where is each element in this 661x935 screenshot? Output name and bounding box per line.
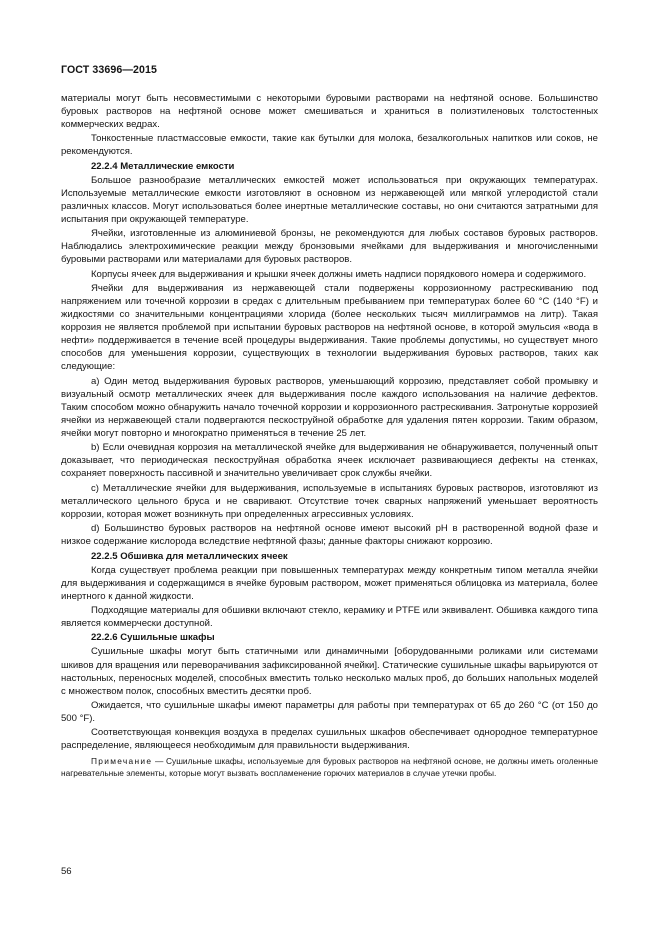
note-label: Примечание bbox=[91, 756, 153, 767]
list-item-c: c) Металлические ячейки для выдерживания, используемые в испытаниях буровых растворов, изготовляют из металлического цельного бруса и не сваривают. Отсутствие точек сварных напряжений уменьшает вероятность коррозии, которая может возникнуть при определенных агрессивных условиях. bbox=[61, 482, 598, 520]
paragraph: Корпусы ячеек для выдерживания и крышки ячеек должны иметь надписи порядкового номера и содержимого. bbox=[91, 268, 587, 280]
paragraph: Когда существует проблема реакции при повышенных температурах между конкретным типом металла ячейки для выдерживания и содержащимся в ячейке буровым раствором, может применяться облицовка из материала, более инертного к данной жидкости. bbox=[61, 564, 598, 602]
paragraph: Сушильные шкафы могут быть статичными или динамичными [оборудованными роликами или системами шкивов для вращения или переворачивания зафиксированной ячейки]. Статические сушильные шкафы варьируются от настольных, переносных моделей, способных вместить только несколько малых проб, до больших напольных моделей с множеством полок, способных вместить десятки проб. bbox=[61, 646, 598, 697]
paragraph: Подходящие материалы для обшивки включают стекло, керамику и PTFE или эквивалент. Обшивка каждого типа является коммерчески доступной. bbox=[61, 605, 598, 630]
document-body bbox=[61, 92, 598, 781]
note bbox=[61, 756, 598, 779]
list-item-b: b) Если очевидная коррозия на металлической ячейке для выдерживания не обнаруживается, полученный опыт доказывает, что периодическая пескоструйная обработка ячеек исключает развивающиеся дефекты на стенках, сохраняет поверхность пассивной и значительно увеличивает срок службы ячейки. bbox=[61, 442, 598, 480]
paragraph: Ожидается, что сушильные шкафы имеют параметры для работы при температурах от 65 до 260 °C (от 150 до 500 °F). bbox=[61, 699, 598, 725]
list-item-d: d) Большинство буровых растворов на нефтяной основе имеют высокий pH в растворенной водной фазе и низкое содержание кислорода вследствие нефтяной фазы; данные факторы снижают коррозию. bbox=[61, 523, 598, 548]
section-heading-22-2-5: 22.2.5 Обшивка для металлических ячеек bbox=[91, 550, 288, 562]
paragraph: Тонкостенные пластмассовые емкости, такие как бутылки для молока, безалкогольных напитков или соков, не рекомендуются. bbox=[61, 133, 598, 158]
paragraph: материалы могут быть несовместимыми с некоторыми буровыми растворами на нефтяной основе. Большинство буровых растворов на нефтяной основе может смешиваться и храниться в полиэтиленовых толстостенных коммерческих ведрах. bbox=[61, 93, 598, 131]
paragraph: Соответствующая конвекция воздуха в пределах сушильных шкафов обеспечивает однородное температурное распределение, являющееся необходимым для правильности выдерживания. bbox=[61, 727, 598, 752]
document-header: ГОСТ 33696—2015 bbox=[61, 64, 158, 76]
paragraph: Ячейки, изготовленные из алюминиевой бронзы, не рекомендуются для любых составов буровых растворов. Наблюдались электрохимические реакции между бронзовыми ячейками для выдерживания и многочисленными буровыми растворами или материалами для буровых растворов. bbox=[61, 228, 598, 266]
page-number: 56 bbox=[61, 866, 72, 877]
note-text: Сушильные шкафы, используемые для буровых растворов на нефтяной основе, не должны иметь оголенные нагревательные элементы, которые могут вызвать воспламенение горючих материалов в случае утечки пробы. bbox=[61, 756, 598, 779]
paragraph: Большое разнообразие металлических емкостей может использоваться при окружающих температурах. Используемые металлические емкости изготовляют в основном из нержавеющей или мягкой углеродистой стали различных классов. Могут использоваться более инертные металлические составы, но они считаются затратными для испытания при окружающей температуре. bbox=[61, 174, 598, 226]
section-heading-22-2-4: 22.2.4 Металлические емкости bbox=[91, 160, 235, 172]
paragraph: Ячейки для выдерживания из нержавеющей стали подвержены коррозионному растрескиванию под напряжением или точечной коррозии в средах с длительным пребыванием при температурах более 60 °C (140 °F) и жидкостями со значительными концентрациями хлорида (более нескольких тысяч миллиграммов на литр). Такая коррозия не является проблемой при испытании буровых растворов на нефтяной основе, в которой эмульсия «вода в нефти» поддерживается в течение всей процедуры выдерживания. Такие проблемы допустимы, но существует много способов для уменьшения коррозии, существующих в технологии выдерживания буровых растворов, таких как следующие: bbox=[61, 283, 598, 373]
note-dash: — bbox=[152, 756, 167, 767]
list-item-a: a) Один метод выдерживания буровых растворов, уменьшающий коррозию, представляет собой промывку и визуальный осмотр металлических ячеек для выдерживания после каждого использования на наличие дефектов. Таким способом можно обнаружить начало точечной коррозии и коррозионного растрескивания. Затронутые коррозией ячейки из нержавеющей стали подвергаются пескоструйной обработке для удаления пятен коррозии. Таким образом, ячейки могут повторно и многократно применяться в течение 25 лет. bbox=[61, 375, 598, 439]
section-heading-22-2-6: 22.2.6 Сушильные шкафы bbox=[91, 632, 215, 644]
